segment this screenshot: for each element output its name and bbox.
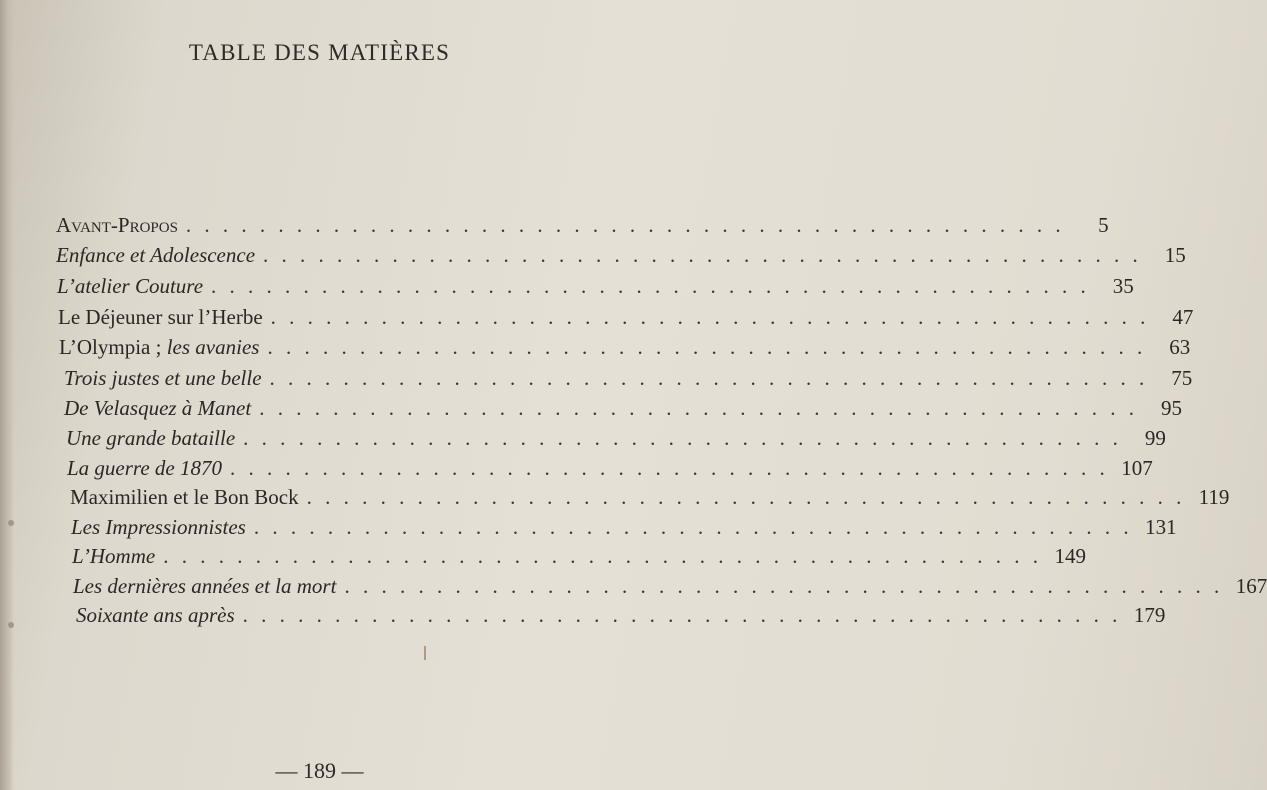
dot-leader: . . . . . . . . . . . . . . . . . . . . . . . . . . . . . . . . . . . . . . . . . . . . . . . . bbox=[185, 213, 1065, 237]
toc-page-number: 5 bbox=[1098, 213, 1109, 237]
toc-entry-title: De Velasquez à Manet bbox=[64, 396, 252, 420]
dot-leader: . . . . . . . . . . . . . . . . . . . . . . . . . . . . . . . . . . . . . . . . . . . . . . . . bbox=[211, 274, 1090, 298]
toc-page-number: 15 bbox=[1164, 243, 1186, 267]
toc-entry-title: Soixante ans après bbox=[76, 603, 235, 627]
toc-page-number: 95 bbox=[1160, 396, 1182, 420]
toc-entry-title: Maximilien et le Bon Bock bbox=[70, 485, 299, 509]
dot-leader: . . . . . . . . . . . . . . . . . . . . . . . . . . . . . . . . . . . . . . . . . . . . . . . . bbox=[243, 426, 1122, 450]
toc-entry-title: Les dernières années et la mort bbox=[73, 574, 337, 598]
toc-entry[interactable] bbox=[64, 366, 1193, 392]
toc-entry[interactable] bbox=[56, 243, 1186, 269]
toc-entry-title: Le Déjeuner sur l’Herbe bbox=[58, 305, 263, 329]
dot-leader: . . . . . . . . . . . . . . . . . . . . . . . . . . . . . . . . . . . . . . . . . . . . . . . . bbox=[269, 366, 1149, 390]
dot-leader: . . . . . . . . . . . . . . . . . . . . . . . . . . . . . . . . . . . . . . . . . . . . . . . . bbox=[344, 574, 1224, 598]
toc-entry-title: Trois justes et une belle bbox=[64, 366, 262, 390]
toc-entry[interactable] bbox=[58, 305, 1194, 331]
toc-entry[interactable] bbox=[66, 426, 1166, 452]
toc-entry[interactable] bbox=[56, 213, 1109, 239]
dot-leader: . . . . . . . . . . . . . . . . . . . . . . . . . . . . . . . . . . . . . . . . . . . . . . . . bbox=[267, 335, 1147, 359]
toc-entry[interactable] bbox=[73, 574, 1267, 600]
toc-entry-title: La guerre de 1870 bbox=[67, 456, 222, 480]
toc-page-number: 179 bbox=[1133, 603, 1166, 627]
toc-page-number: 149 bbox=[1054, 544, 1086, 568]
toc-entry-title bbox=[59, 335, 259, 360]
toc-entry-title: Enfance et Adolescence bbox=[56, 243, 256, 267]
toc-entry-title: L’Homme bbox=[72, 544, 156, 568]
toc-page-number: 63 bbox=[1169, 335, 1191, 359]
toc-entry[interactable] bbox=[67, 456, 1153, 482]
toc-page-number: 167 bbox=[1235, 574, 1267, 598]
toc-entry[interactable] bbox=[59, 335, 1191, 361]
toc-entry[interactable] bbox=[57, 274, 1134, 300]
dot-leader: . . . . . . . . . . . . . . . . . . . . . . . . . . . . . . . . . . . . . . . . . . . . . . . . bbox=[270, 305, 1150, 329]
toc-entry-title: Les Impressionnistes bbox=[71, 515, 246, 539]
toc-page-number: 131 bbox=[1145, 515, 1177, 539]
toc-page-number: 47 bbox=[1172, 305, 1194, 329]
toc-entry-title-italic: les avanies bbox=[166, 335, 260, 359]
toc-page-number: 75 bbox=[1171, 366, 1193, 390]
toc-entry[interactable] bbox=[64, 396, 1182, 422]
toc-page-number: 107 bbox=[1121, 456, 1153, 480]
dot-leader: . . . . . . . . . . . . . . . . . . . . . . . . . . . . . . . . . . . . . . . . . . . . . . . . bbox=[253, 515, 1133, 539]
toc-entry-title-roman: L’Olympia ; bbox=[59, 335, 162, 359]
toc-entry[interactable] bbox=[70, 485, 1230, 511]
toc-page-number: 119 bbox=[1198, 485, 1230, 509]
dot-leader: . . . . . . . . . . . . . . . . . . . . . . . . . . . . . . . . . . . . . . . . . . . . . . . . bbox=[242, 603, 1122, 627]
dot-leader: . . . . . . . . . . . . . . . . . . . . . . . . . . . . . . . . . . . . . . . . . . . . . . . . bbox=[259, 396, 1138, 420]
pen-mark bbox=[424, 646, 426, 660]
toc-entry[interactable] bbox=[71, 515, 1177, 541]
page-title: TABLE DES MATIÈRES bbox=[188, 40, 451, 65]
dot-leader: . . . . . . . . . . . . . . . . . . . . . . . . . . . . . . . . . . . . . . . . . . . . . . . . bbox=[263, 243, 1142, 267]
page-number-footer: — 189 — bbox=[275, 758, 364, 783]
dot-leader: . . . . . . . . . . . . . . . . . . . . . . . . . . . . . . . . . . . . . . . . . . . . . . . . bbox=[229, 456, 1109, 480]
toc-page-number: 35 bbox=[1112, 274, 1134, 298]
dot-leader: . . . . . . . . . . . . . . . . . . . . . . . . . . . . . . . . . . . . . . . . . . . . . . . . bbox=[306, 485, 1186, 509]
toc-entry[interactable] bbox=[76, 603, 1166, 629]
toc-page-number: 99 bbox=[1144, 426, 1166, 450]
toc-entry-title: Avant-Propos bbox=[56, 213, 178, 237]
toc-entry[interactable] bbox=[72, 544, 1086, 570]
toc-entry-title: L’atelier Couture bbox=[57, 274, 204, 298]
dot-leader: . . . . . . . . . . . . . . . . . . . . . . . . . . . . . . . . . . . . . . . . . . . . . . . . bbox=[163, 544, 1042, 568]
toc-entry-title: Une grande bataille bbox=[66, 426, 236, 450]
